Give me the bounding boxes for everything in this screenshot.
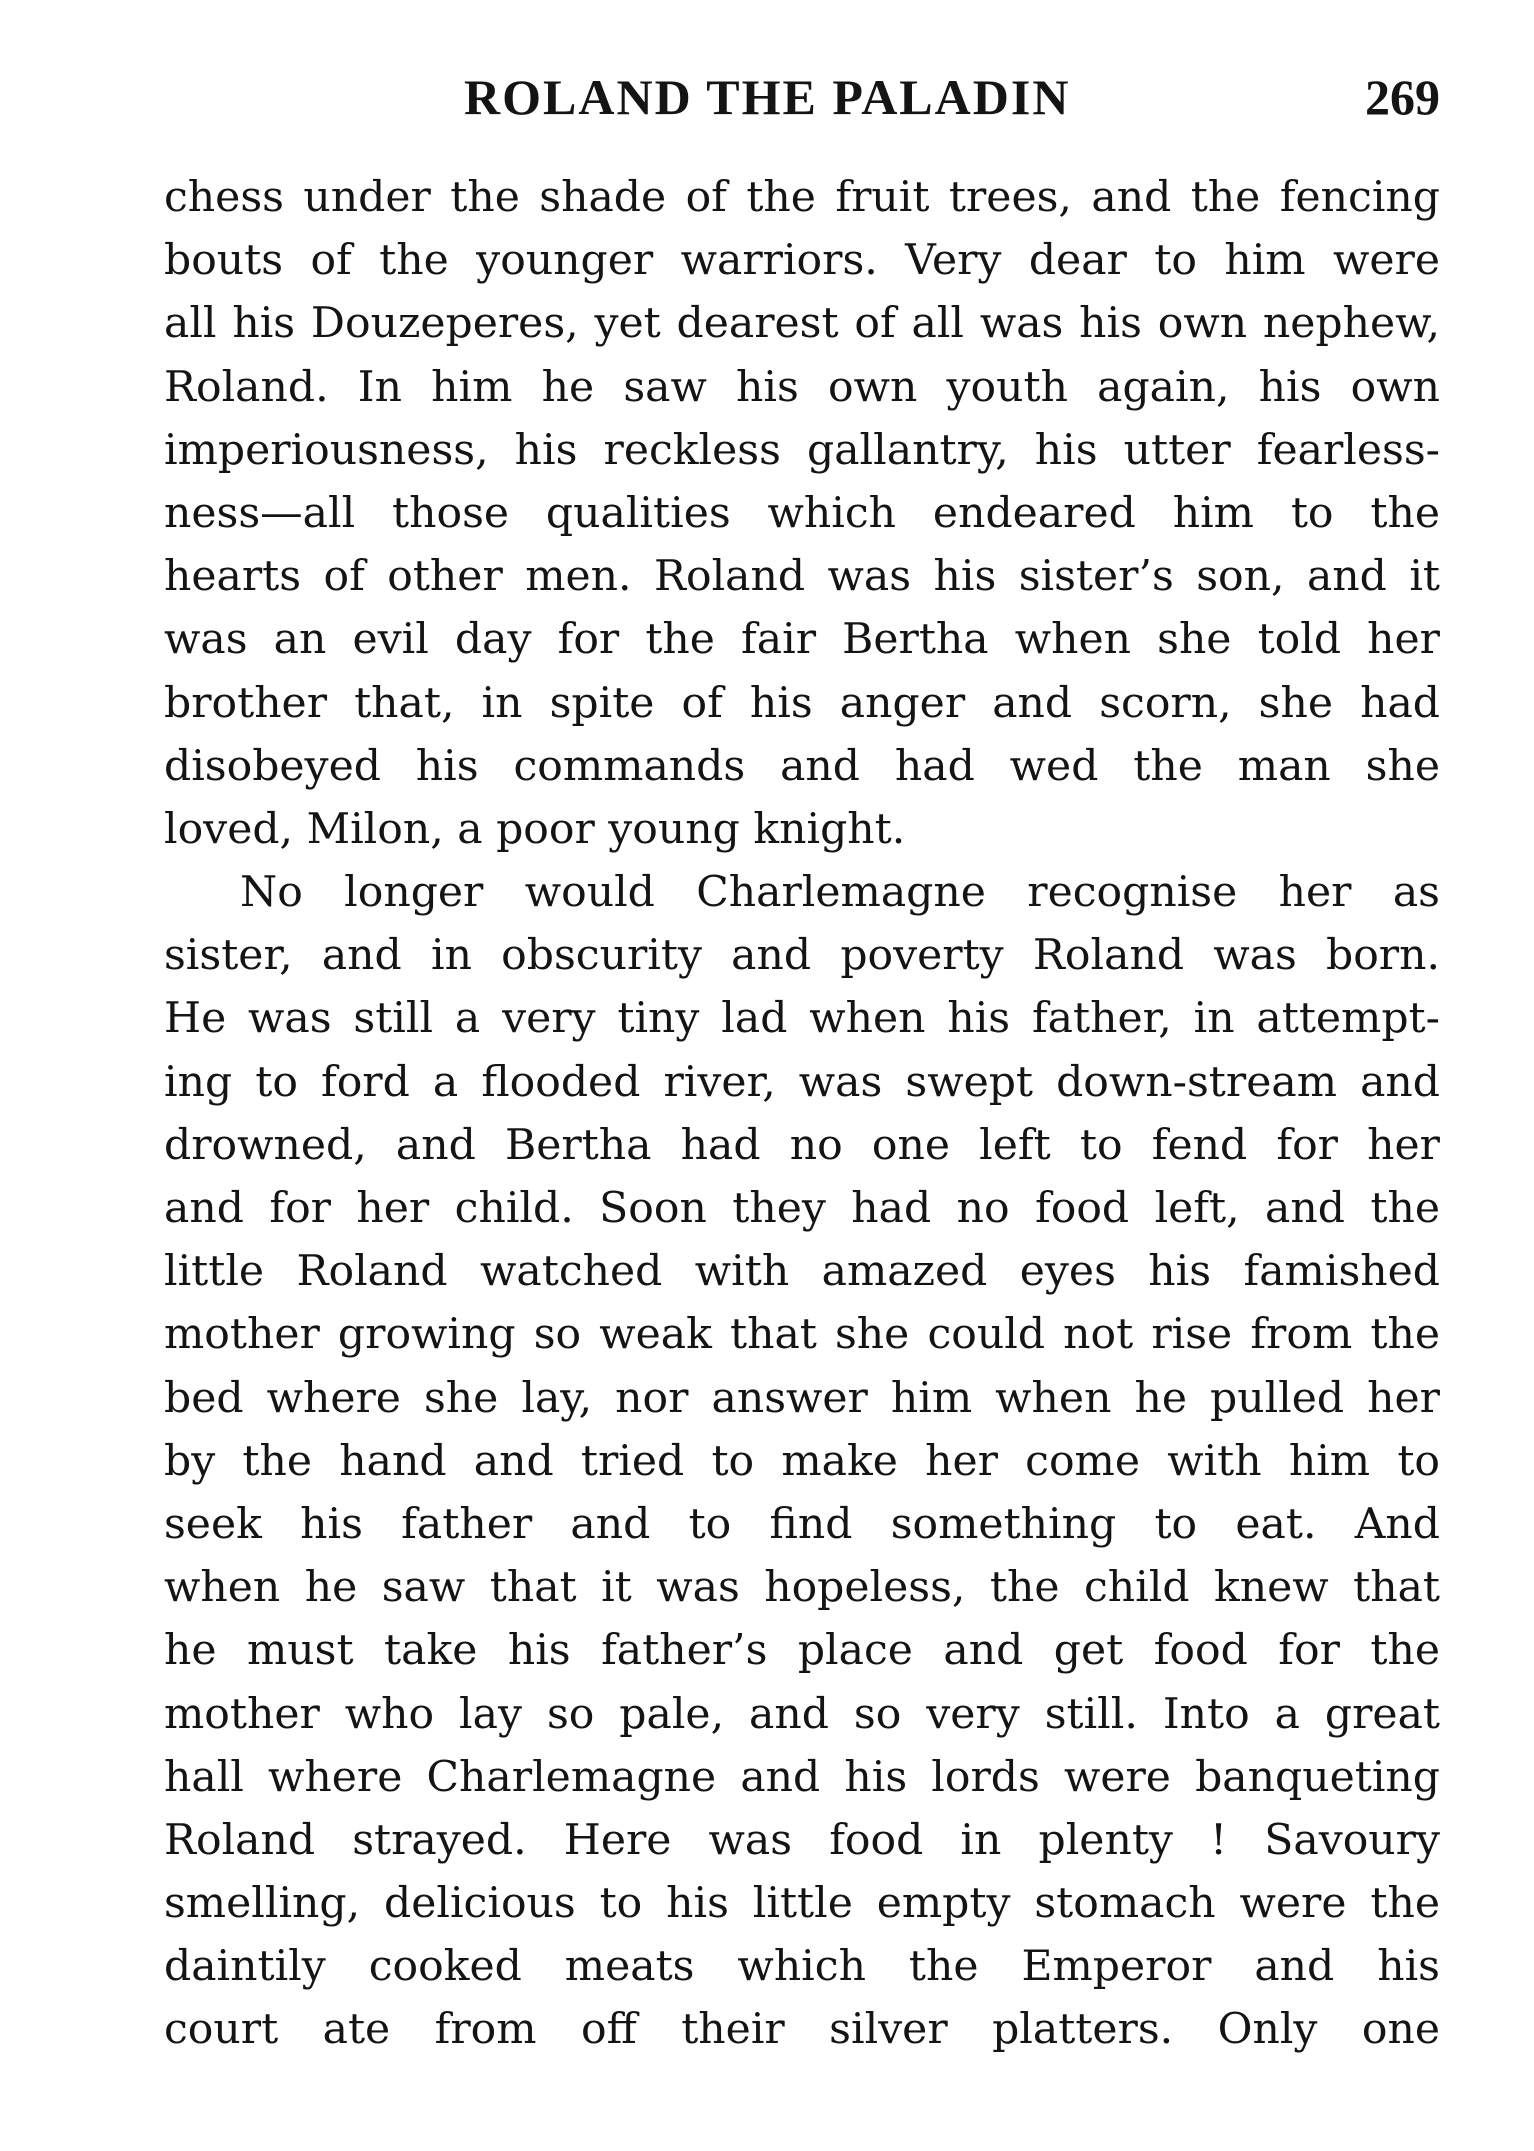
text-line: ing to ford a flooded river, was swept down-stream and	[164, 1057, 1440, 1107]
running-title: ROLAND THE PALADIN	[464, 69, 1071, 125]
text-line: mother growing so weak that she could not rise from the	[164, 1310, 1440, 1360]
text-line: bouts of the younger warriors. Very dear to him were	[164, 236, 1440, 286]
text-line: imperiousness, his reckless gallantry, his utter fearless-	[164, 425, 1440, 475]
text-line: brother that, in spite of his anger and scorn, she had	[164, 678, 1440, 728]
text-line: and for her child. Soon they had no food left, and the	[164, 1184, 1440, 1233]
page-header	[164, 68, 1440, 138]
text-line: drowned, and Bertha had no one left to fend for her	[164, 1120, 1440, 1170]
body-text	[164, 166, 1440, 2062]
text-line: little Roland watched with amazed eyes his famished	[164, 1247, 1440, 1297]
text-line: smelling, delicious to his little empty stomach were the	[164, 1879, 1440, 1929]
text-line: daintily cooked meats which the Emperor and his	[164, 1942, 1440, 1992]
text-line: loved, Milon, a poor young knight.	[164, 804, 906, 854]
text-line: hall where Charlemagne and his lords were banqueting	[164, 1752, 1440, 1802]
text-line: disobeyed his commands and had wed the man she	[164, 741, 1440, 791]
text-line: ness—all those qualities which endeared him to the	[164, 488, 1440, 538]
text-line: mother who lay so pale, and so very still. Into a great	[164, 1689, 1440, 1739]
page-number: 269	[1365, 69, 1440, 125]
text-line: No longer would Charlemagne recognise her as	[240, 868, 1440, 918]
text-line: He was still a very tiny lad when his father, in attempt-	[164, 994, 1440, 1044]
text-line: sister, and in obscurity and poverty Roland was born.	[164, 931, 1440, 981]
text-line: when he saw that it was hopeless, the child knew that	[164, 1563, 1440, 1613]
text-line: chess under the shade of the fruit trees, and the fencing	[164, 173, 1440, 222]
paragraph-2	[164, 861, 1440, 2062]
text-line: court ate from off their silver platters. Only one	[164, 2005, 1440, 2055]
text-line: by the hand and tried to make her come with him to	[164, 1436, 1440, 1486]
text-line: bed where she lay, nor answer him when he pulled her	[164, 1373, 1440, 1423]
text-line: seek his father and to find something to eat. And	[164, 1499, 1440, 1549]
text-line: was an evil day for the fair Bertha when she told her	[164, 615, 1440, 665]
text-line: all his Douzeperes, yet dearest of all was his own nephew,	[164, 299, 1440, 349]
text-line: he must take his father’s place and get food for the	[164, 1626, 1440, 1676]
text-line: Roland. In him he saw his own youth again, his own	[164, 362, 1440, 412]
paragraph-1	[164, 166, 1440, 861]
text-line: hearts of other men. Roland was his sister’s son, and it	[164, 552, 1440, 602]
text-line: Roland strayed. Here was food in plenty ! Savoury	[164, 1815, 1440, 1865]
